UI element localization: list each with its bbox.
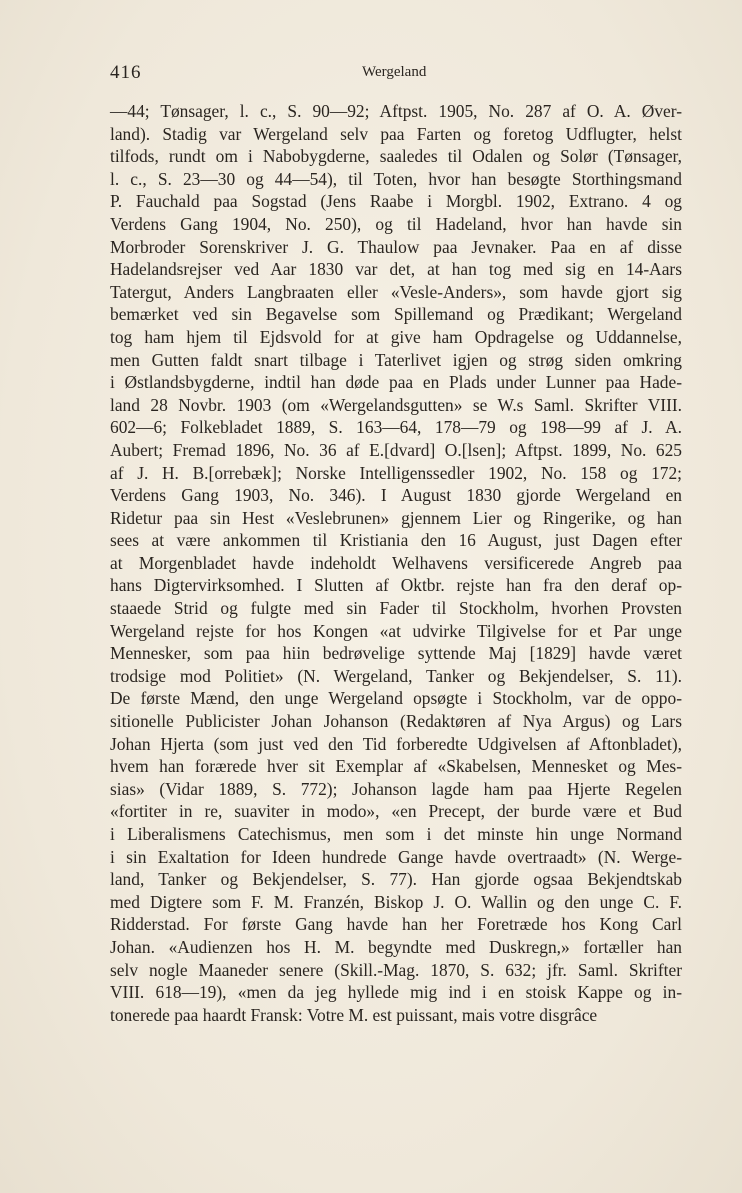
text-line: land 28 Novbr. 1903 (om «Wergelandsgutten» se W.s Saml. Skrifter VIII.	[110, 394, 682, 415]
running-head: Wergeland	[362, 64, 427, 80]
text-line: Ridderstad. For første Gang havde han her Foretræde hos Kong Carl	[110, 914, 682, 935]
text-line: sitionelle Publicister Johan Johanson (Redaktøren af Nya Argus) og Lars	[110, 711, 682, 732]
text-line: —44; Tønsager, l. c., S. 90—92; Aftpst. 1905, No. 287 af O. A. Øver-	[110, 101, 682, 121]
text-line: sees at være ankommen til Kristiania den 16 August, just Dagen efter	[110, 530, 682, 551]
text-line: Tatergut, Anders Langbraaten eller «Vesle-Anders», som havde gjort sig	[110, 281, 682, 302]
text-line: i Liberalismens Catechismus, men som i det minste hin unge Normand	[110, 824, 682, 844]
text-line: 602—6; Folkebladet 1889, S. 163—64, 178—79 og 198—99 af J. A.	[110, 417, 682, 438]
text-line: staaede Strid og fulgte med sin Fader til Stockholm, hvorhen Provsten	[110, 598, 682, 619]
text-line: Hadelandsrejser ved Aar 1830 var det, at han tog med sig en 14-Aars	[110, 259, 682, 280]
text-line: tonerede paa haardt Fransk: Votre M. est puissant, mais votre disgrâce	[110, 1004, 598, 1025]
text-line: tilfods, rundt om i Nabobygderne, saaledes til Odalen og Solør (Tønsager,	[110, 146, 682, 167]
text-line: selv nogle Maaneder senere (Skill.-Mag. 1870, S. 632; jfr. Saml. Skrifter	[110, 959, 682, 980]
text-line: tog ham hjem til Ejdsvold for at give ham Opdragelse og Uddannelse,	[110, 326, 682, 347]
text-line: Mennesker, som paa hiin bedrøvelige syttende Maj [1829] havde været	[110, 643, 682, 664]
text-line: med Digtere som F. M. Franzén, Biskop J. O. Wallin og den unge C. F.	[110, 891, 682, 912]
text-line: men Gutten faldt snart tilbage i Taterlivet igjen og strøg siden omkring	[110, 349, 682, 370]
page-number: 416	[110, 62, 142, 83]
text-line: «fortiter in re, suaviter in modo», «en Precept, der burde være et Bud	[110, 801, 682, 822]
text-line: af J. H. B.[orrebæk]; Norske Intelligenssedler 1902, No. 158 og 172;	[110, 462, 682, 483]
text-line: l. c., S. 23—30 og 44—54), til Toten, hvor han besøgte Storthingsmand	[110, 168, 682, 189]
text-line: sias» (Vidar 1889, S. 772); Johanson lagde ham paa Hjerte Regelen	[110, 778, 682, 799]
text-line: land, Tanker og Bekjendelser, S. 77). Han gjorde ogsaa Bekjendtskab	[110, 869, 682, 890]
text-line: bemærket ved sin Begavelse som Spillemand og Prædikant; Wergeland	[110, 304, 682, 325]
text-line: land). Stadig var Wergeland selv paa Farten og foretog Udflugter, helst	[110, 123, 682, 144]
text-line: Aubert; Fremad 1896, No. 36 af E.[dvard] O.[lsen]; Aftpst. 1899, No. 625	[110, 439, 682, 460]
text-line: at Morgenbladet havde indeholdt Welhavens versificerede Angreb paa	[110, 552, 682, 573]
text-line: Verdens Gang 1903, No. 346). I August 1830 gjorde Wergeland en	[110, 485, 682, 506]
text-line: P. Fauchald paa Sogstad (Jens Raabe i Morgbl. 1902, Extrano. 4 og	[110, 191, 682, 212]
body-text	[110, 100, 682, 1026]
text-line: Wergeland rejste for hos Kongen «at udvirke Tilgivelse for et Par unge	[110, 620, 682, 641]
text-line: De første Mænd, den unge Wergeland opsøgte i Stockholm, var de oppo-	[110, 688, 682, 709]
text-line: i Østlandsbygderne, indtil han døde paa en Plads under Lunner paa Hade-	[110, 372, 682, 393]
text-line: Johan Hjerta (som just ved den Tid forberedte Udgivelsen af Aftonbladet),	[110, 733, 682, 754]
text-line: trodsige mod Politiet» (N. Wergeland, Tanker og Bekjendelser, S. 11).	[110, 665, 682, 686]
text-line: VIII. 618—19), «men da jeg hyllede mig ind i en stoisk Kappe og in-	[110, 982, 682, 1003]
text-line: hvem han forærede hver sit Exemplar af «Skabelsen, Mennesket og Mes-	[110, 756, 682, 777]
text-line: Verdens Gang 1904, No. 250), og til Hadeland, hvor han havde sin	[110, 213, 682, 234]
text-line: Johan. «Audienzen hos H. M. begyndte med Duskregn,» fortæller han	[110, 936, 682, 957]
text-line: Morbroder Sorenskriver J. G. Thaulow paa Jevnaker. Paa en af disse	[110, 236, 682, 257]
text-line: i sin Exaltation for Ideen hundrede Gange havde overtraadt» (N. Werge-	[110, 846, 682, 867]
page-header	[110, 62, 682, 86]
text-line: hans Digtervirksomhed. I Slutten af Oktbr. rejste han fra den deraf op-	[110, 575, 682, 596]
text-line: Ridetur paa sin Hest «Veslebrunen» gjennem Lier og Ringerike, og han	[110, 507, 682, 528]
